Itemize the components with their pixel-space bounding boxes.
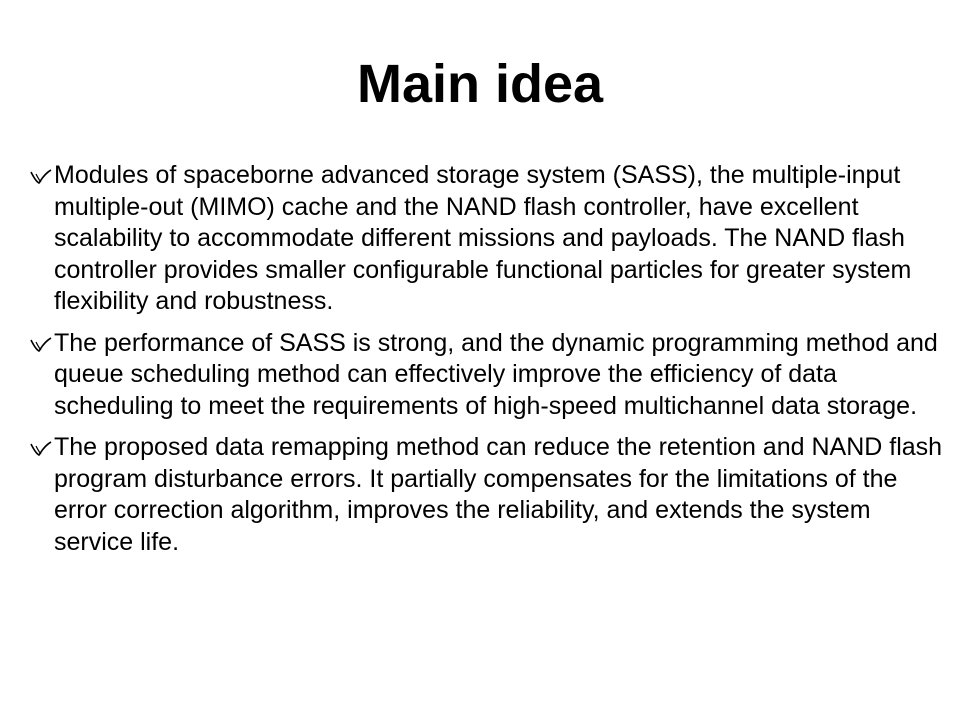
bullet-text: The performance of SASS is strong, and the dynamic programming method and queue scheduling method can effectively improve the efficiency of data scheduling to meet the requirements of high-speed multichannel data storage. — [54, 328, 938, 420]
curly-check-bullet-icon — [30, 168, 52, 186]
curly-check-bullet-icon — [30, 336, 52, 354]
bullet-item — [30, 432, 945, 558]
bullet-list — [30, 160, 945, 568]
slide-title: Main idea — [356, 54, 604, 114]
bullet-item — [30, 328, 945, 423]
bullet-item — [30, 160, 945, 318]
curly-check-bullet-icon — [30, 440, 52, 458]
bullet-text: The proposed data remapping method can reduce the retention and NAND flash program disturbance errors. It partially compensates for the limitations of the error correction algorithm, improves the reliability, and extends the system service life. — [54, 433, 943, 556]
bullet-text: Modules of spaceborne advanced storage system (SASS), the multiple-input multiple-out (MIMO) cache and the NAND flash controller, have excellent scalability to accommodate different missions and payloads. The NAND flash controller provides smaller configurable functional particles for greater system flexibility and robustness. — [54, 161, 912, 315]
